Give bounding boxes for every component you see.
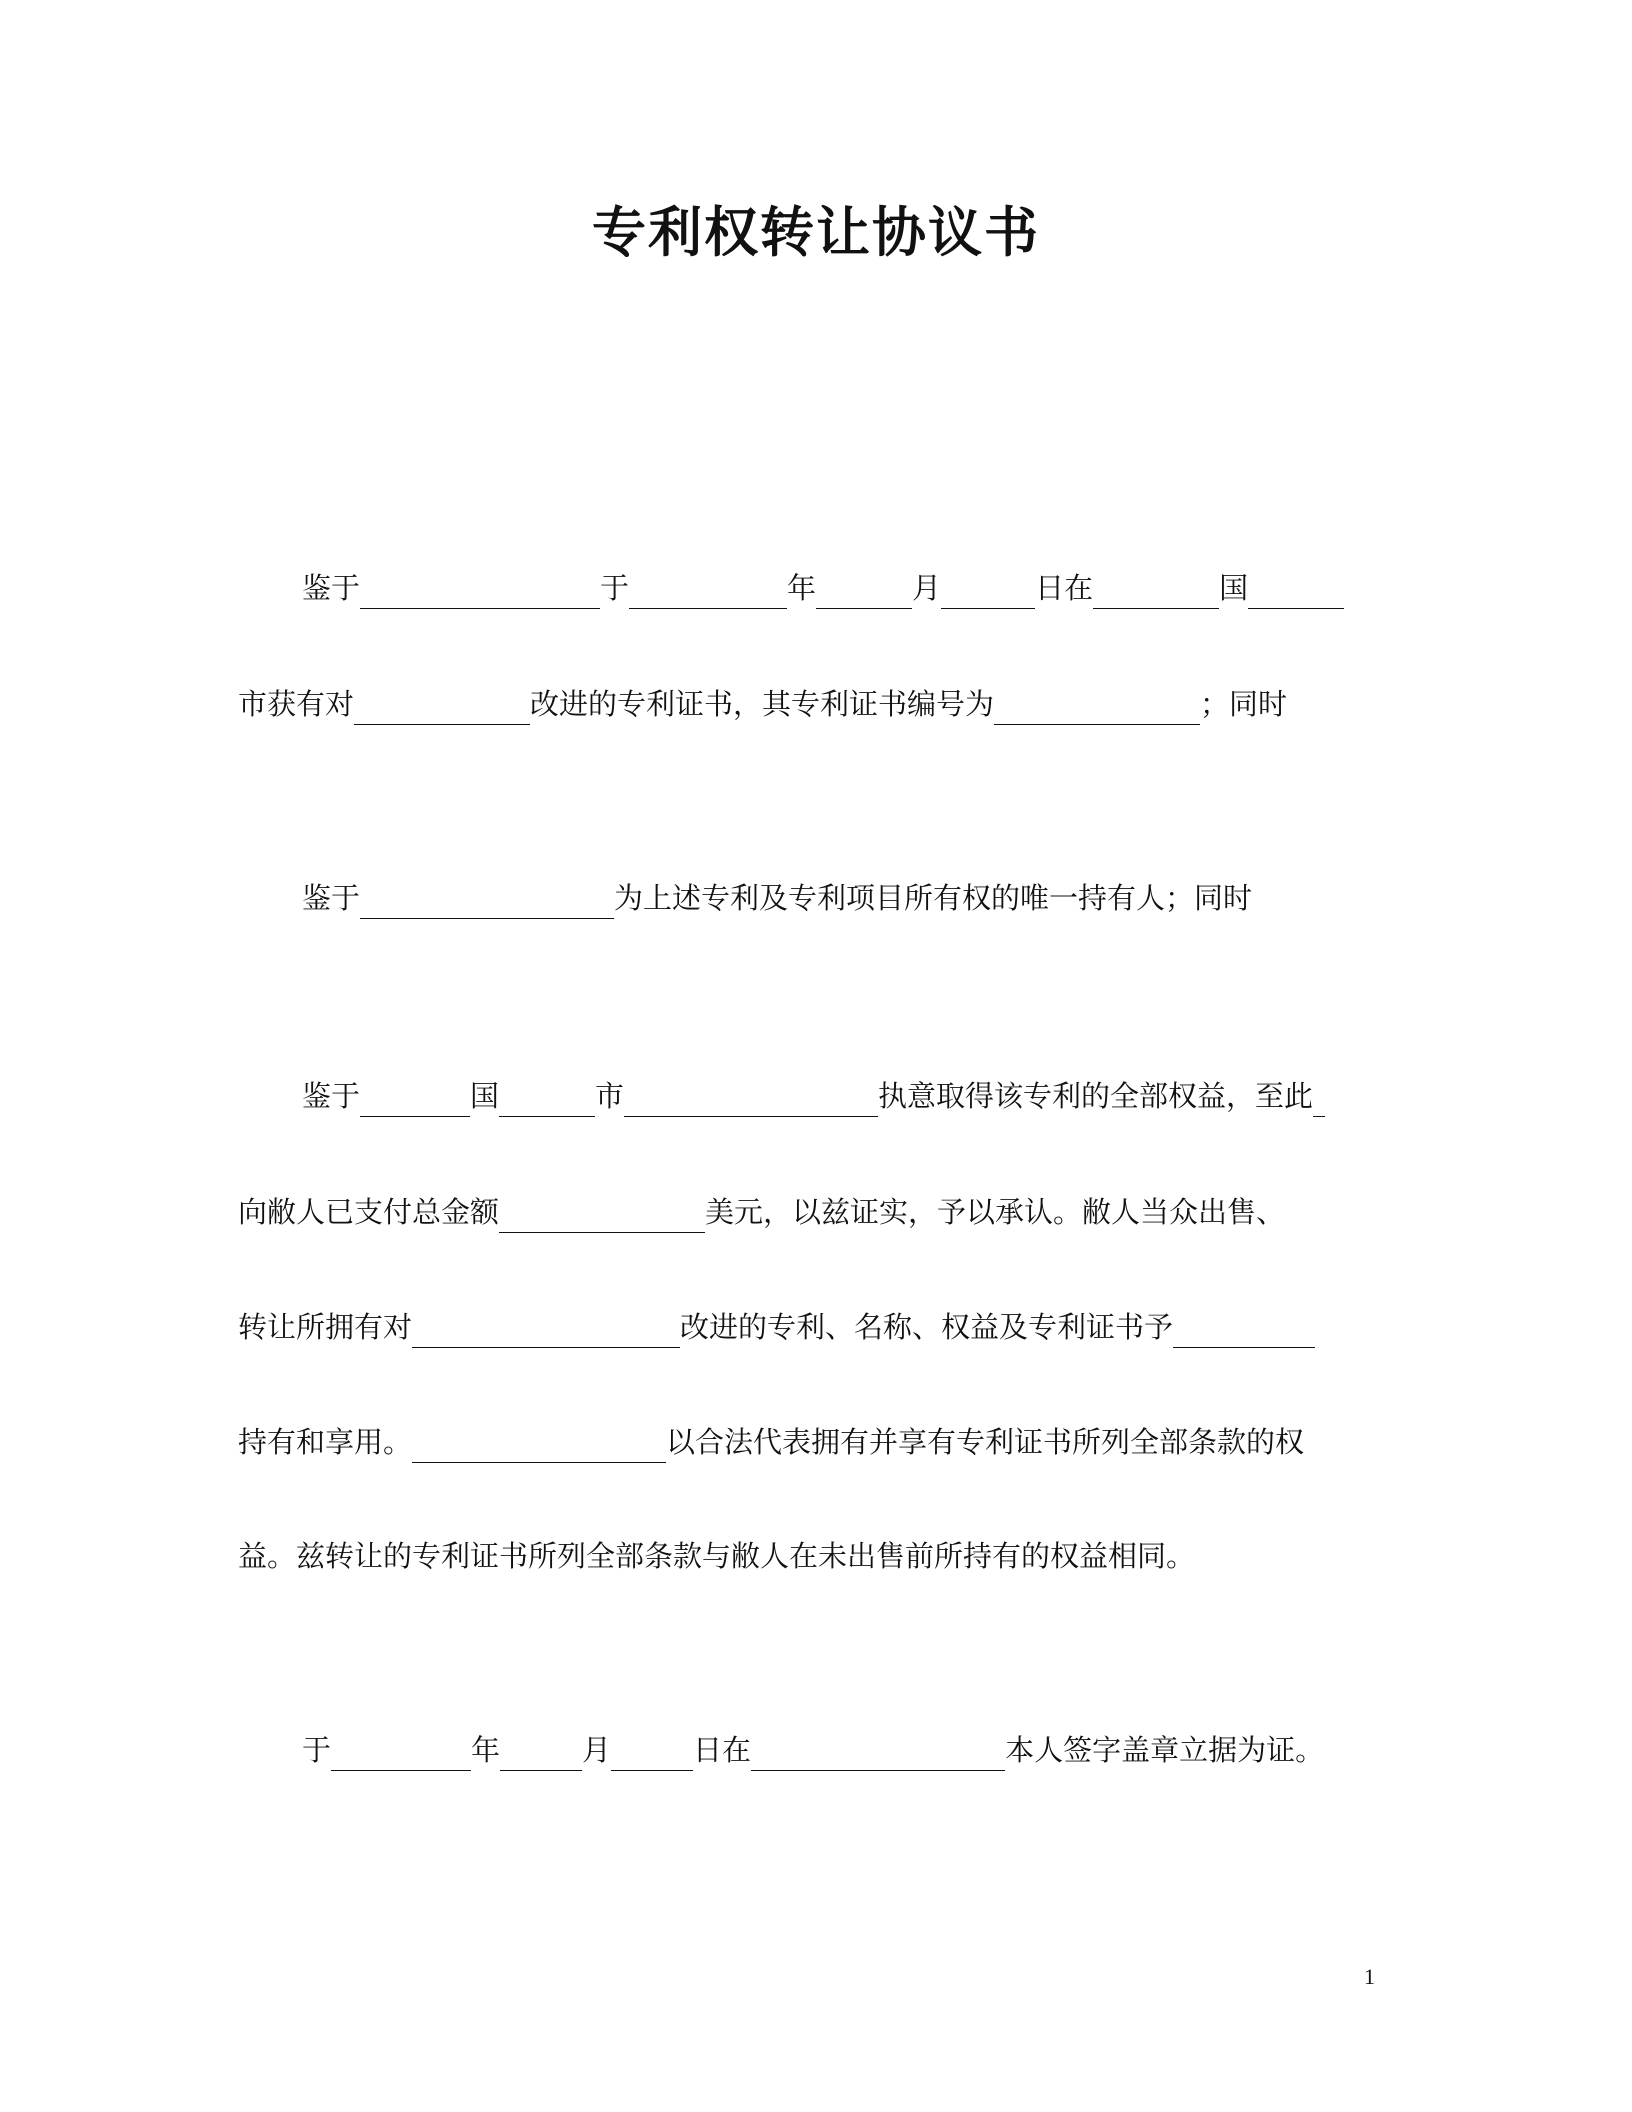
text-segment: 向敝人已支付总金额 [238, 1195, 500, 1229]
text-segment: 日在 [693, 1733, 752, 1767]
blank-field[interactable] [1173, 1303, 1315, 1351]
blank-field[interactable] [412, 1303, 680, 1351]
blank-field[interactable] [360, 1072, 470, 1120]
text-segment: 鉴于 [302, 881, 361, 915]
text-segment: 日在 [1035, 571, 1094, 605]
text-segment: 国 [470, 1079, 500, 1113]
document-title: 专利权转让协议书 [592, 201, 1040, 264]
text-segment: 美元，以兹证实，予以承认。敝人当众出售、 [705, 1195, 1286, 1229]
blank-field[interactable] [1313, 1072, 1325, 1120]
text-segment: 以合法代表拥有并享有专利证书所列全部条款的权 [666, 1425, 1305, 1459]
blank-field[interactable] [360, 874, 614, 922]
blank-field[interactable] [412, 1418, 666, 1466]
blank-field[interactable] [629, 564, 787, 612]
paragraph-1-line-1 [302, 564, 1344, 612]
paragraph-3-line-5 [238, 1532, 1195, 1580]
text-segment: 市 [595, 1079, 625, 1113]
text-segment: ；同时 [1200, 687, 1288, 721]
blank-field[interactable] [611, 1726, 693, 1774]
paragraph-3-line-4 [238, 1418, 1304, 1466]
text-segment: 持有和享用。 [238, 1425, 413, 1459]
blank-field[interactable] [500, 1726, 582, 1774]
blank-field[interactable] [1248, 564, 1344, 612]
text-segment: 年 [787, 571, 817, 605]
blank-field[interactable] [816, 564, 912, 612]
text-segment: 改进的专利、名称、权益及专利证书予 [680, 1310, 1174, 1344]
text-segment: 改进的专利证书，其专利证书编号为 [530, 687, 995, 721]
blank-field[interactable] [994, 680, 1200, 728]
blank-field[interactable] [499, 1188, 705, 1236]
page-number: 1 [1364, 1964, 1375, 1989]
blank-field[interactable] [331, 1726, 471, 1774]
paragraph-3-line-3 [238, 1303, 1315, 1351]
text-segment: 执意取得该专利的全部权益，至此 [878, 1079, 1314, 1113]
text-segment: 鉴于 [302, 571, 361, 605]
blank-field[interactable] [360, 564, 600, 612]
text-segment: 转让所拥有对 [238, 1310, 413, 1344]
text-segment: 益。兹转让的专利证书所列全部条款与敝人在未出售前所持有的权益相同。 [238, 1539, 1196, 1573]
text-segment: 月 [912, 571, 942, 605]
text-segment: 鉴于 [302, 1079, 361, 1113]
paragraph-3-line-1 [302, 1072, 1325, 1120]
blank-field[interactable] [499, 1072, 595, 1120]
text-segment: 于 [600, 571, 630, 605]
paragraph-1-line-2 [238, 680, 1287, 728]
blank-field[interactable] [1093, 564, 1219, 612]
blank-field[interactable] [624, 1072, 878, 1120]
text-segment: 年 [471, 1733, 501, 1767]
blank-field[interactable] [751, 1726, 1005, 1774]
paragraph-3-line-2 [238, 1188, 1285, 1236]
paragraph-4-line-1 [302, 1726, 1324, 1774]
text-segment: 国 [1219, 571, 1249, 605]
text-segment: 月 [582, 1733, 612, 1767]
text-segment: 于 [302, 1733, 332, 1767]
blank-field[interactable] [941, 564, 1035, 612]
paragraph-2-line-1 [302, 874, 1252, 922]
blank-field[interactable] [354, 680, 530, 728]
text-segment: 市获有对 [238, 687, 355, 721]
text-segment: 本人签字盖章立据为证。 [1005, 1733, 1325, 1767]
text-segment: 为上述专利及专利项目所有权的唯一持有人；同时 [614, 881, 1253, 915]
